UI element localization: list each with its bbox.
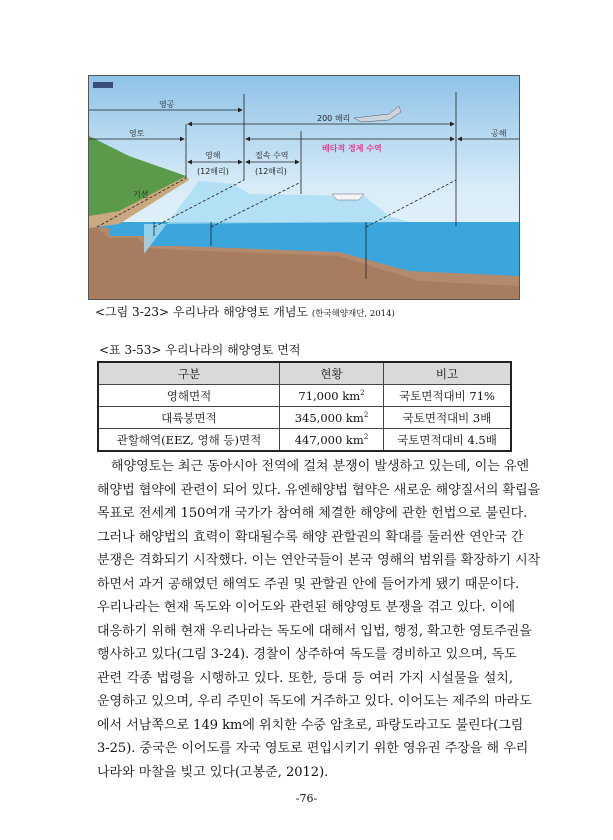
- label-contiguous-zone: 접속 수역: [255, 151, 289, 160]
- cell-value: 345,000 km: [294, 410, 364, 425]
- figure-caption: [95, 305, 395, 322]
- text-line: 관련 각종 법령을 시행하고 있다. 또한, 등대 등 여러 가지 시설물을 설치,: [97, 670, 513, 686]
- cell: [280, 407, 384, 429]
- label-baseline: 기선: [133, 190, 149, 199]
- unit-superscript: 2: [363, 432, 369, 441]
- cell-value: 71,000 km: [298, 388, 361, 403]
- text-line: 행사하고 있다(그림 3-24). 경찰이 상주하여 독도를 경비하고 있으며, 독도: [97, 647, 517, 662]
- cell: 대륙붕면적: [98, 407, 280, 429]
- text-line: 그러나 해양법의 효력이 확대될수록 해양 관할권의 확대를 둘러싼 연안국 간: [97, 529, 524, 545]
- text-line: 우리나라는 현재 독도와 이어도와 관련된 해양영토 분쟁을 겪고 있다. 이에: [97, 600, 516, 615]
- header-cell: 현황: [280, 362, 384, 385]
- cell: 관할해역(EEZ, 영해 등)면적: [98, 429, 280, 452]
- cell: [280, 429, 384, 452]
- body-paragraph: [97, 455, 541, 784]
- label-contiguous-nm: (12해리): [255, 167, 287, 176]
- cell: 국토면적대비 3배: [384, 407, 512, 429]
- cell: 영해면적: [98, 385, 280, 407]
- label-airspace: 영공: [159, 100, 175, 109]
- label-land: 영토: [129, 129, 145, 138]
- caption-text: <그림 3-23> 우리나라 해양영토 개념도: [95, 305, 309, 319]
- text-line: 목표로 전세계 150여개 국가가 참여해 체결한 해양에 관한 헌법으로 불린다.: [97, 506, 528, 521]
- text-line: 분쟁은 격화되기 시작했다. 이는 연안국들이 본국 영해의 범위를 확장하기 시작: [97, 553, 541, 568]
- page-number: -76-: [295, 792, 318, 805]
- table-title: <표 3-53> 우리나라의 해양영토 면적: [99, 343, 301, 357]
- text-line: 해양영토는 최근 동아시아 전역에 걸쳐 분쟁이 발생하고 있는데, 이는 유엔: [111, 459, 530, 474]
- table-row: [98, 429, 511, 452]
- table-row: [98, 407, 511, 429]
- cell: 국토면적대비 71%: [384, 385, 512, 407]
- text-line: 3-25). 중국은 이어도를 자국 영토로 편입시키기 위한 영유권 주장을 해 우리: [97, 741, 529, 756]
- unit-superscript: 2: [363, 410, 369, 419]
- header-cell: 구분: [98, 362, 280, 385]
- caption-source: (한국해양재단, 2014): [311, 309, 395, 319]
- label-200nm: 200 해리: [317, 114, 351, 123]
- text-line: 해양법 협약에 관련이 되어 있다. 유엔해양법 협약은 새로운 해양질서의 확립을: [97, 482, 541, 498]
- text-line: 하면서 과거 공해였던 해역도 주권 및 관할권 안에 들어가게 됐기 때문이다.: [97, 576, 520, 592]
- text-line: 대응하기 위해 현재 우리나라는 독도에 대해서 입법, 행정, 확고한 영토주권을: [97, 623, 532, 639]
- text-line: 에서 서남쪽으로 149 km에 위치한 수중 암초로, 파랑도라고도 불린다(그림: [97, 717, 524, 733]
- table-row: [98, 385, 511, 407]
- label-high-seas: 공해: [491, 129, 507, 138]
- label-territorial-sea: 영해: [205, 151, 221, 160]
- cell: [280, 385, 384, 407]
- unit-superscript: 2: [360, 388, 365, 397]
- cell: 국토면적대비 4.5배: [384, 429, 512, 452]
- text-line: 운영하고 있으며, 우리 주민이 독도에 거주하고 있다. 이어도는 제주의 마라도: [97, 694, 532, 709]
- text-line: 나라와 마찰을 빚고 있다(고봉준, 2012).: [97, 764, 329, 780]
- header-cell: 비고: [384, 362, 512, 385]
- maritime-territory-diagram: [88, 75, 520, 300]
- cell-value: 447,000 km: [294, 432, 364, 447]
- area-table: [97, 361, 512, 452]
- label-territorial-sea-nm: (12해리): [197, 167, 229, 176]
- label-eez: 배타적 경제 수역: [322, 144, 382, 153]
- table-header-row: [98, 362, 511, 385]
